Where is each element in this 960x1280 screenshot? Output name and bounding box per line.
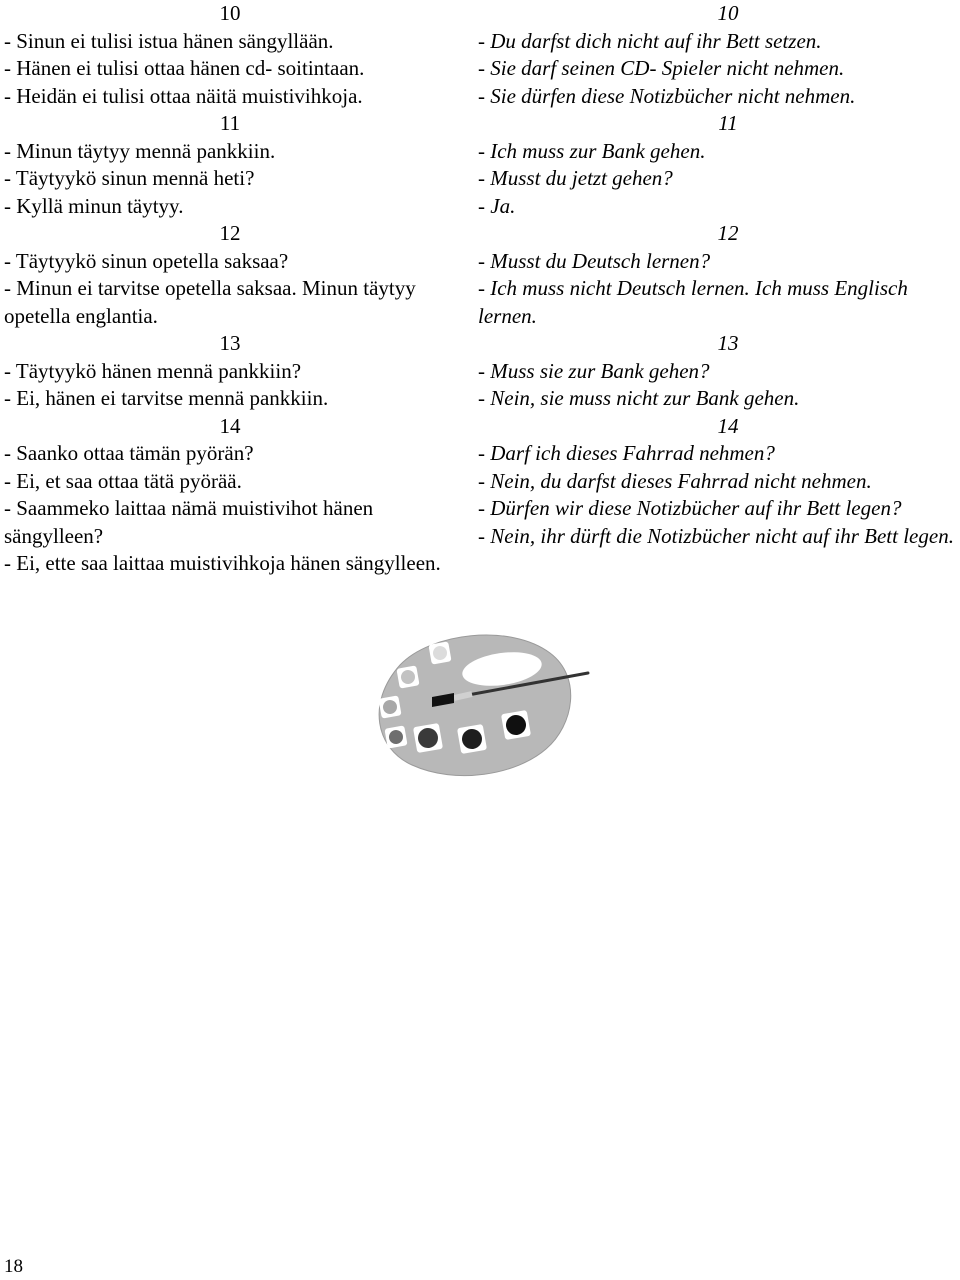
sentence-line: - Ja. [478, 193, 516, 218]
exercise-number: 11 [718, 111, 738, 135]
sentence-line: - Ei, ette saa laittaa muistivihkoja hänen sängylleen. [4, 551, 441, 575]
sentence-line: - Saanko ottaa tämän pyörän? [4, 441, 254, 465]
exercise-number: 11 [219, 111, 241, 135]
sentence-line: - Saammeko laittaa nämä muistivihot hänen sängylleen? [4, 496, 374, 548]
paint-blob [501, 710, 531, 740]
sentence-line: - Täytyykö sinun mennä heti? [4, 166, 255, 190]
finnish-column [4, 0, 459, 578]
paint-blob [428, 641, 451, 664]
paint-blob [384, 725, 407, 748]
german-column [478, 0, 956, 550]
sentence-line: - Kyllä minun täytyy. [4, 193, 184, 218]
exercise-number: 12 [717, 221, 739, 245]
sentence-line: - Nein, ihr dürft die Notizbücher nicht auf ihr Bett legen. [478, 523, 954, 548]
sentence-line: - Nein, du darfst dieses Fahrrad nicht nehmen. [478, 468, 872, 493]
sentence-line: - Du darfst dich nicht auf ihr Bett setzen. [478, 28, 822, 53]
sentence-line: - Ei, et saa ottaa tätä pyörää. [4, 468, 242, 493]
exercise-number: 13 [219, 331, 241, 355]
exercise-number: 14 [219, 413, 241, 438]
paint-blob [396, 665, 419, 688]
sentence-line: - Nein, sie muss nicht zur Bank gehen. [478, 386, 800, 410]
sentence-line: - Heidän ei tulisi ottaa näitä muistivihkoja. [4, 83, 363, 108]
sentence-line: - Sie dürfen diese Notizbücher nicht nehmen. [478, 83, 856, 108]
sentence-line: - Musst du Deutsch lernen? [478, 248, 711, 273]
exercise-number: 10 [219, 1, 241, 25]
sentence-line: - Täytyykö sinun opetella saksaa? [4, 248, 289, 273]
exercise-number: 14 [717, 413, 739, 438]
sentence-line: - Dürfen wir diese Notizbücher auf ihr Bett legen? [478, 496, 902, 520]
sentence-line: - Muss sie zur Bank gehen? [478, 358, 710, 383]
sentence-line: - Minun täytyy mennä pankkiin. [4, 138, 276, 163]
paint-blob [413, 723, 443, 753]
page-number: 18 [4, 1256, 23, 1277]
sentence-line: - Täytyykö hänen mennä pankkiin? [4, 358, 302, 383]
sentence-line: - Sie darf seinen CD- Spieler nicht nehmen. [478, 56, 845, 80]
palette-board [379, 635, 571, 776]
sentence-line: - Ich muss nicht Deutsch lernen. Ich muss Englisch lernen. [478, 276, 908, 328]
sentence-line: - Hänen ei tulisi ottaa hänen cd- soitintaan. [4, 56, 365, 80]
sentence-line: - Minun ei tarvitse opetella saksaa. Minun täytyy opetella englantia. [4, 276, 416, 328]
exercise-number: 13 [717, 331, 739, 355]
exercise-number: 12 [219, 221, 241, 245]
sentence-line: - Sinun ei tulisi istua hänen sängyllään. [4, 28, 334, 53]
sentence-line: - Darf ich dieses Fahrrad nehmen? [478, 441, 775, 465]
exercise-number: 10 [717, 1, 739, 25]
sentence-line: - Ei, hänen ei tarvitse mennä pankkiin. [4, 386, 329, 410]
paint-palette-icon [360, 625, 590, 785]
sentence-line: - Musst du jetzt gehen? [478, 166, 673, 190]
paint-blob [378, 695, 401, 718]
sentence-line: - Ich muss zur Bank gehen. [478, 138, 706, 163]
paint-blob [457, 724, 487, 754]
